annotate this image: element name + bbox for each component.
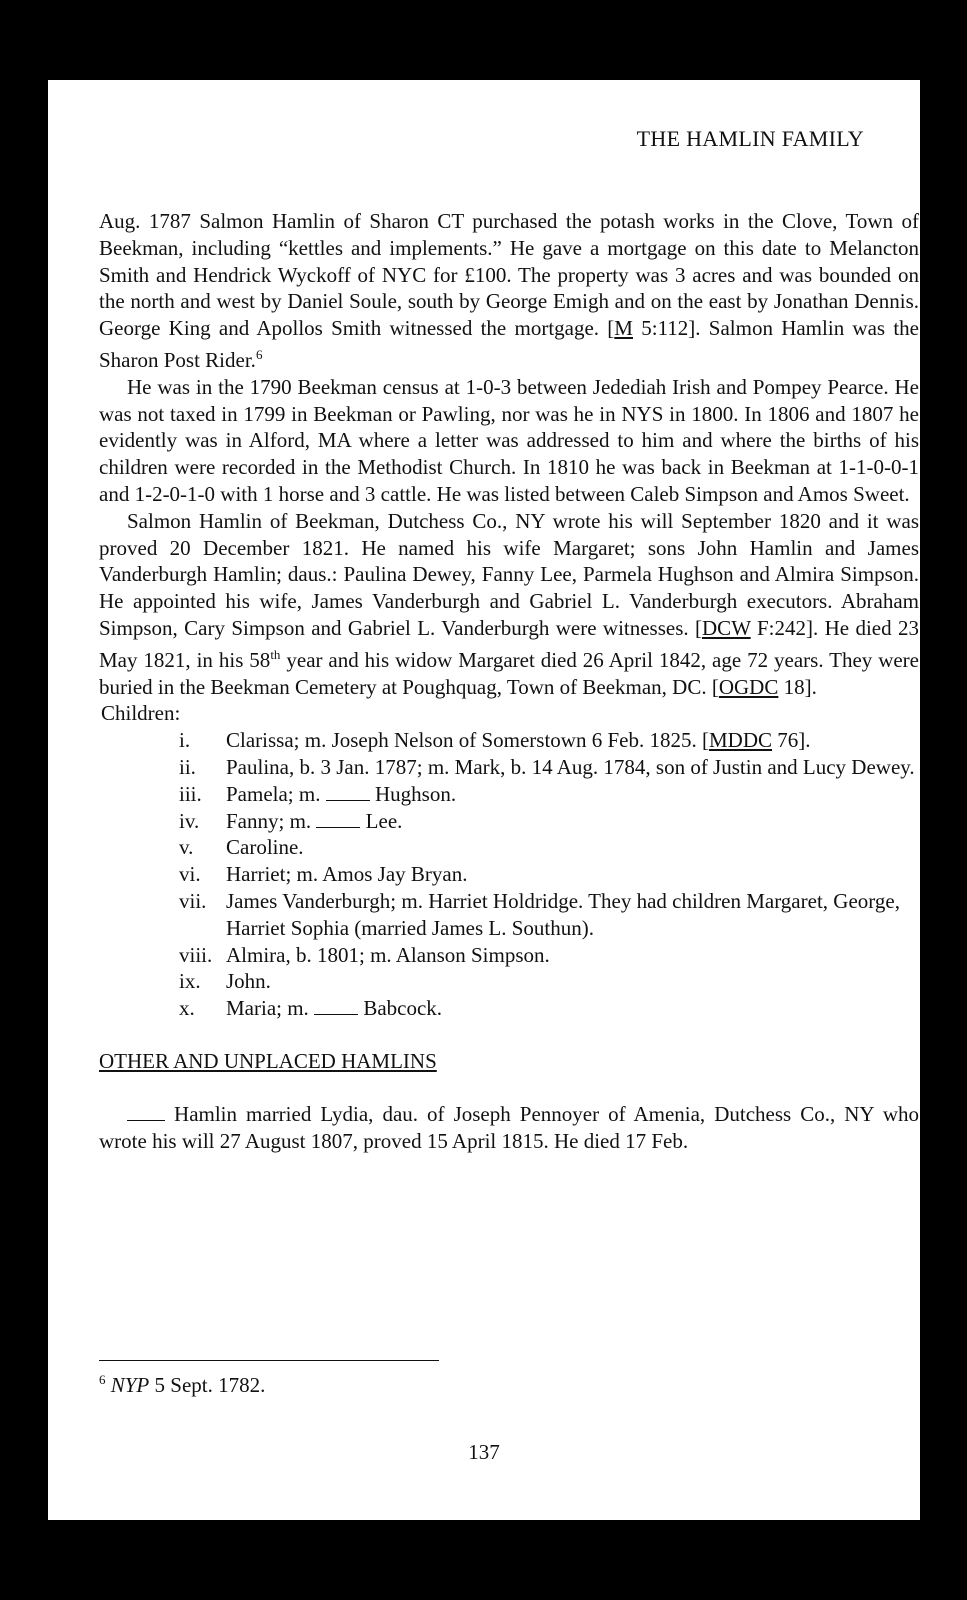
list-item: vi. Harriet; m. Amos Jay Bryan. (179, 862, 468, 887)
running-header: THE HAMLIN FAMILY (636, 126, 864, 151)
children-label: Children: (101, 701, 181, 726)
paragraph-census: He was in the 1790 Beekman census at 1-0-3 between Jedediah Irish and Pompey Pearce. He was not taxed in 1799 in Beekman or Pawling, nor was he in NYS in 1800. In 1806 and 1807 he evidently was in Alford, MA where a letter was addressed to him and where the births of his children were recorded in the Methodist Church. In 1810 he was back in Beekman at 1-1-0-0-1 and 1-2-0-1-0 with 1 horse and 3 cattle. He was listed between Caleb Simpson and Amos Sweet. (99, 374, 919, 506)
list-item: ix. John. (179, 969, 271, 994)
list-item: ii. Paulina, b. 3 Jan. 1787; m. Mark, b. 14 Aug. 1784, son of Justin and Lucy Dewey. (179, 754, 915, 779)
list-item: vii. James Vanderburgh; m. Harriet Holdridge. They had children Margaret, George, Harriet Sophia (married James L. Southun). (179, 888, 900, 940)
blank-line (316, 826, 360, 828)
footnote: $^6$ NYP 5 Sept. 1782. (99, 1372, 266, 1397)
footnote-divider (99, 1360, 439, 1361)
source-ref-m: M (614, 316, 633, 341)
source-ref-dcw: DCW (702, 615, 751, 640)
blank-line (326, 799, 370, 801)
list-item: viii. Almira, b. 1801; m. Alanson Simpson. (179, 942, 550, 967)
page-number: 137 (468, 1440, 500, 1464)
paragraph-unplaced: Hamlin married Lydia, dau. of Joseph Pennoyer of Amenia, Dutchess Co., NY who wrote his will 27 August 1807, proved 15 April 1815. He died 17 Feb. (99, 1101, 919, 1153)
source-ref-ogdc: OGDC (718, 674, 779, 699)
section-heading: OTHER AND UNPLACED HAMLINS (99, 1048, 437, 1073)
footnote-source: NYP (110, 1373, 150, 1397)
document-page (48, 80, 920, 1520)
list-item: x. Maria; m. Babcock. (179, 996, 443, 1021)
paragraph-will: Salmon Hamlin of Beekman, Dutchess Co., NY wrote his will September 1820 and it was proved 20 December 1821. He named his wife Margaret; sons John Hamlin and James Vanderburgh Hamlin; daus.: Paulina Dewey, Fanny Lee, Parmela Hughson and Almira Simpson. He appointed his wife, James Vanderburgh and Gabriel L. Vanderburgh executors. Abraham Simpson, Cary Simpson and Gabriel L. Vanderburgh were witnesses. [DCW F:242]. He died 23 May 1821, in his 58th year and his widow Margaret died 26 April 1842, age 72 years. They were buried in the Beekman Cemetery at Poughquag, Town of Beekman, DC. [OGDC 18]. (99, 508, 919, 699)
blank-line (127, 1119, 165, 1121)
blank-line (314, 1013, 358, 1015)
list-item: i. Clarissa; m. Joseph Nelson of Somerstown 6 Feb. 1825. [MDDC 76]. (179, 728, 811, 753)
footnote-ref: 6 (255, 346, 263, 362)
list-item: iv. Fanny; m. Lee. (179, 808, 403, 833)
source-ref-mddc: MDDC (708, 728, 772, 753)
children-list (99, 727, 919, 1022)
body-text (99, 208, 919, 1154)
list-item: v. Caroline. (179, 835, 304, 860)
list-item: iii. Pamela; m. Hughson. (179, 781, 457, 806)
paragraph-potash-works: Aug. 1787 Salmon Hamlin of Sharon CT purchased the potash works in the Clove, Town of Beekman, including “kettles and implements.” He gave a mortgage on this date to Melancton Smith and Hendrick Wyckoff of NYC for £100. The property was 3 acres and was bounded on the north and west by Daniel Soule, south by George Emigh and on the east by Jonathan Dennis. George King and Apollos Smith witnessed the mortgage. [M 5:112]. Salmon Hamlin was the Sharon Post Rider.$^6$ (99, 209, 919, 372)
